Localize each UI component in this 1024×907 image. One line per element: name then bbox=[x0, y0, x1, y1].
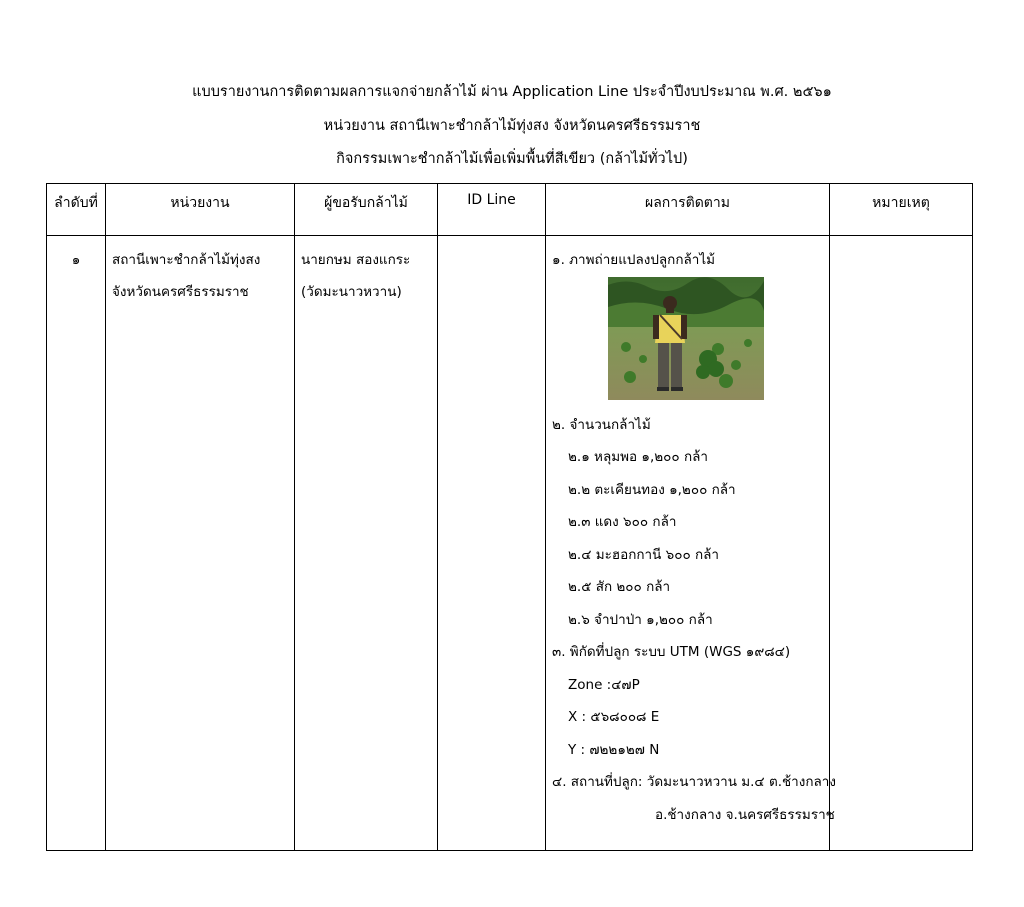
report-table bbox=[46, 183, 973, 851]
cell-recipient bbox=[295, 236, 438, 851]
header-unit: หน่วยงาน bbox=[106, 184, 295, 236]
table-header-row bbox=[47, 184, 973, 236]
utm-x: X : ๕๖๘๐๐๘ E bbox=[568, 709, 660, 725]
header-no: ลำดับที่ bbox=[47, 184, 106, 236]
report-agency: หน่วยงาน สถานีเพาะชำกล้าไม้ทุ่งสง จังหวัดนครศรีธรรมราช bbox=[323, 118, 701, 134]
planting-plot-photo bbox=[608, 277, 764, 400]
row-number: ๑ bbox=[71, 252, 81, 268]
utm-zone: Zone :๔๗P bbox=[568, 676, 640, 693]
header-id-line: ID Line bbox=[438, 184, 546, 236]
unit-line-1: สถานีเพาะชำกล้าไม้ทุ่งสง bbox=[112, 252, 261, 268]
seedling-item: ๒.๔ มะฮอกกานี ๖๐๐ กล้า bbox=[568, 546, 720, 563]
seedling-item: ๒.๑ หลุมพอ ๑,๒๐๐ กล้า bbox=[568, 449, 708, 465]
location-line-2: อ.ช้างกลาง จ.นครศรีธรรมราช bbox=[655, 806, 835, 823]
header-recipient: ผู้ขอรับกล้าไม้ bbox=[295, 184, 438, 236]
seedling-item: ๒.๓ แดง ๖๐๐ กล้า bbox=[568, 514, 677, 530]
location-line-1: ๔. สถานที่ปลูก: วัดมะนาวหวาน ม.๔ ต.ช้างกลาง bbox=[552, 774, 836, 790]
utm-y: Y : ๗๒๒๑๒๗ N bbox=[568, 741, 660, 758]
unit-line-2: จังหวัดนครศรีธรรมราช bbox=[112, 284, 249, 300]
seedlings-heading: ๒. จำนวนกล้าไม้ bbox=[552, 416, 651, 433]
photo-heading: ๑. ภาพถ่ายแปลงปลูกกล้าไม้ bbox=[552, 252, 716, 268]
cell-remark bbox=[830, 236, 973, 851]
seedling-item: ๒.๒ ตะเคียนทอง ๑,๒๐๐ กล้า bbox=[568, 481, 736, 498]
report-activity: กิจกรรมเพาะชำกล้าไม้เพื่อเพิ่มพื้นที่สีเขียว (กล้าไม้ทั่วไป) bbox=[336, 151, 688, 167]
recipient-name: นายกษม สองแกระ bbox=[301, 252, 411, 268]
header-result: ผลการติดตาม bbox=[546, 184, 830, 236]
table-row bbox=[47, 236, 973, 851]
cell-result bbox=[546, 236, 836, 851]
coords-heading: ๓. พิกัดที่ปลูก ระบบ UTM (WGS ๑๙๘๔) bbox=[552, 644, 791, 660]
cell-no bbox=[47, 236, 106, 851]
recipient-place: (วัดมะนาวหวาน) bbox=[301, 284, 402, 300]
seedling-item: ๒.๕ สัก ๒๐๐ กล้า bbox=[568, 579, 671, 595]
id-line-value bbox=[438, 236, 545, 244]
report-title: แบบรายงานการติดตามผลการแจกจ่ายกล้าไม้ ผ่าน Application Line ประจำปีงบประมาณ พ.ศ. ๒๕๖๑ bbox=[192, 84, 832, 100]
cell-id-line bbox=[438, 236, 546, 851]
cell-unit bbox=[106, 236, 295, 851]
header-remark: หมายเหตุ bbox=[830, 184, 973, 236]
seedling-item: ๒.๖ จำปาป่า ๑,๒๐๐ กล้า bbox=[568, 611, 713, 628]
remark-value bbox=[830, 236, 972, 244]
